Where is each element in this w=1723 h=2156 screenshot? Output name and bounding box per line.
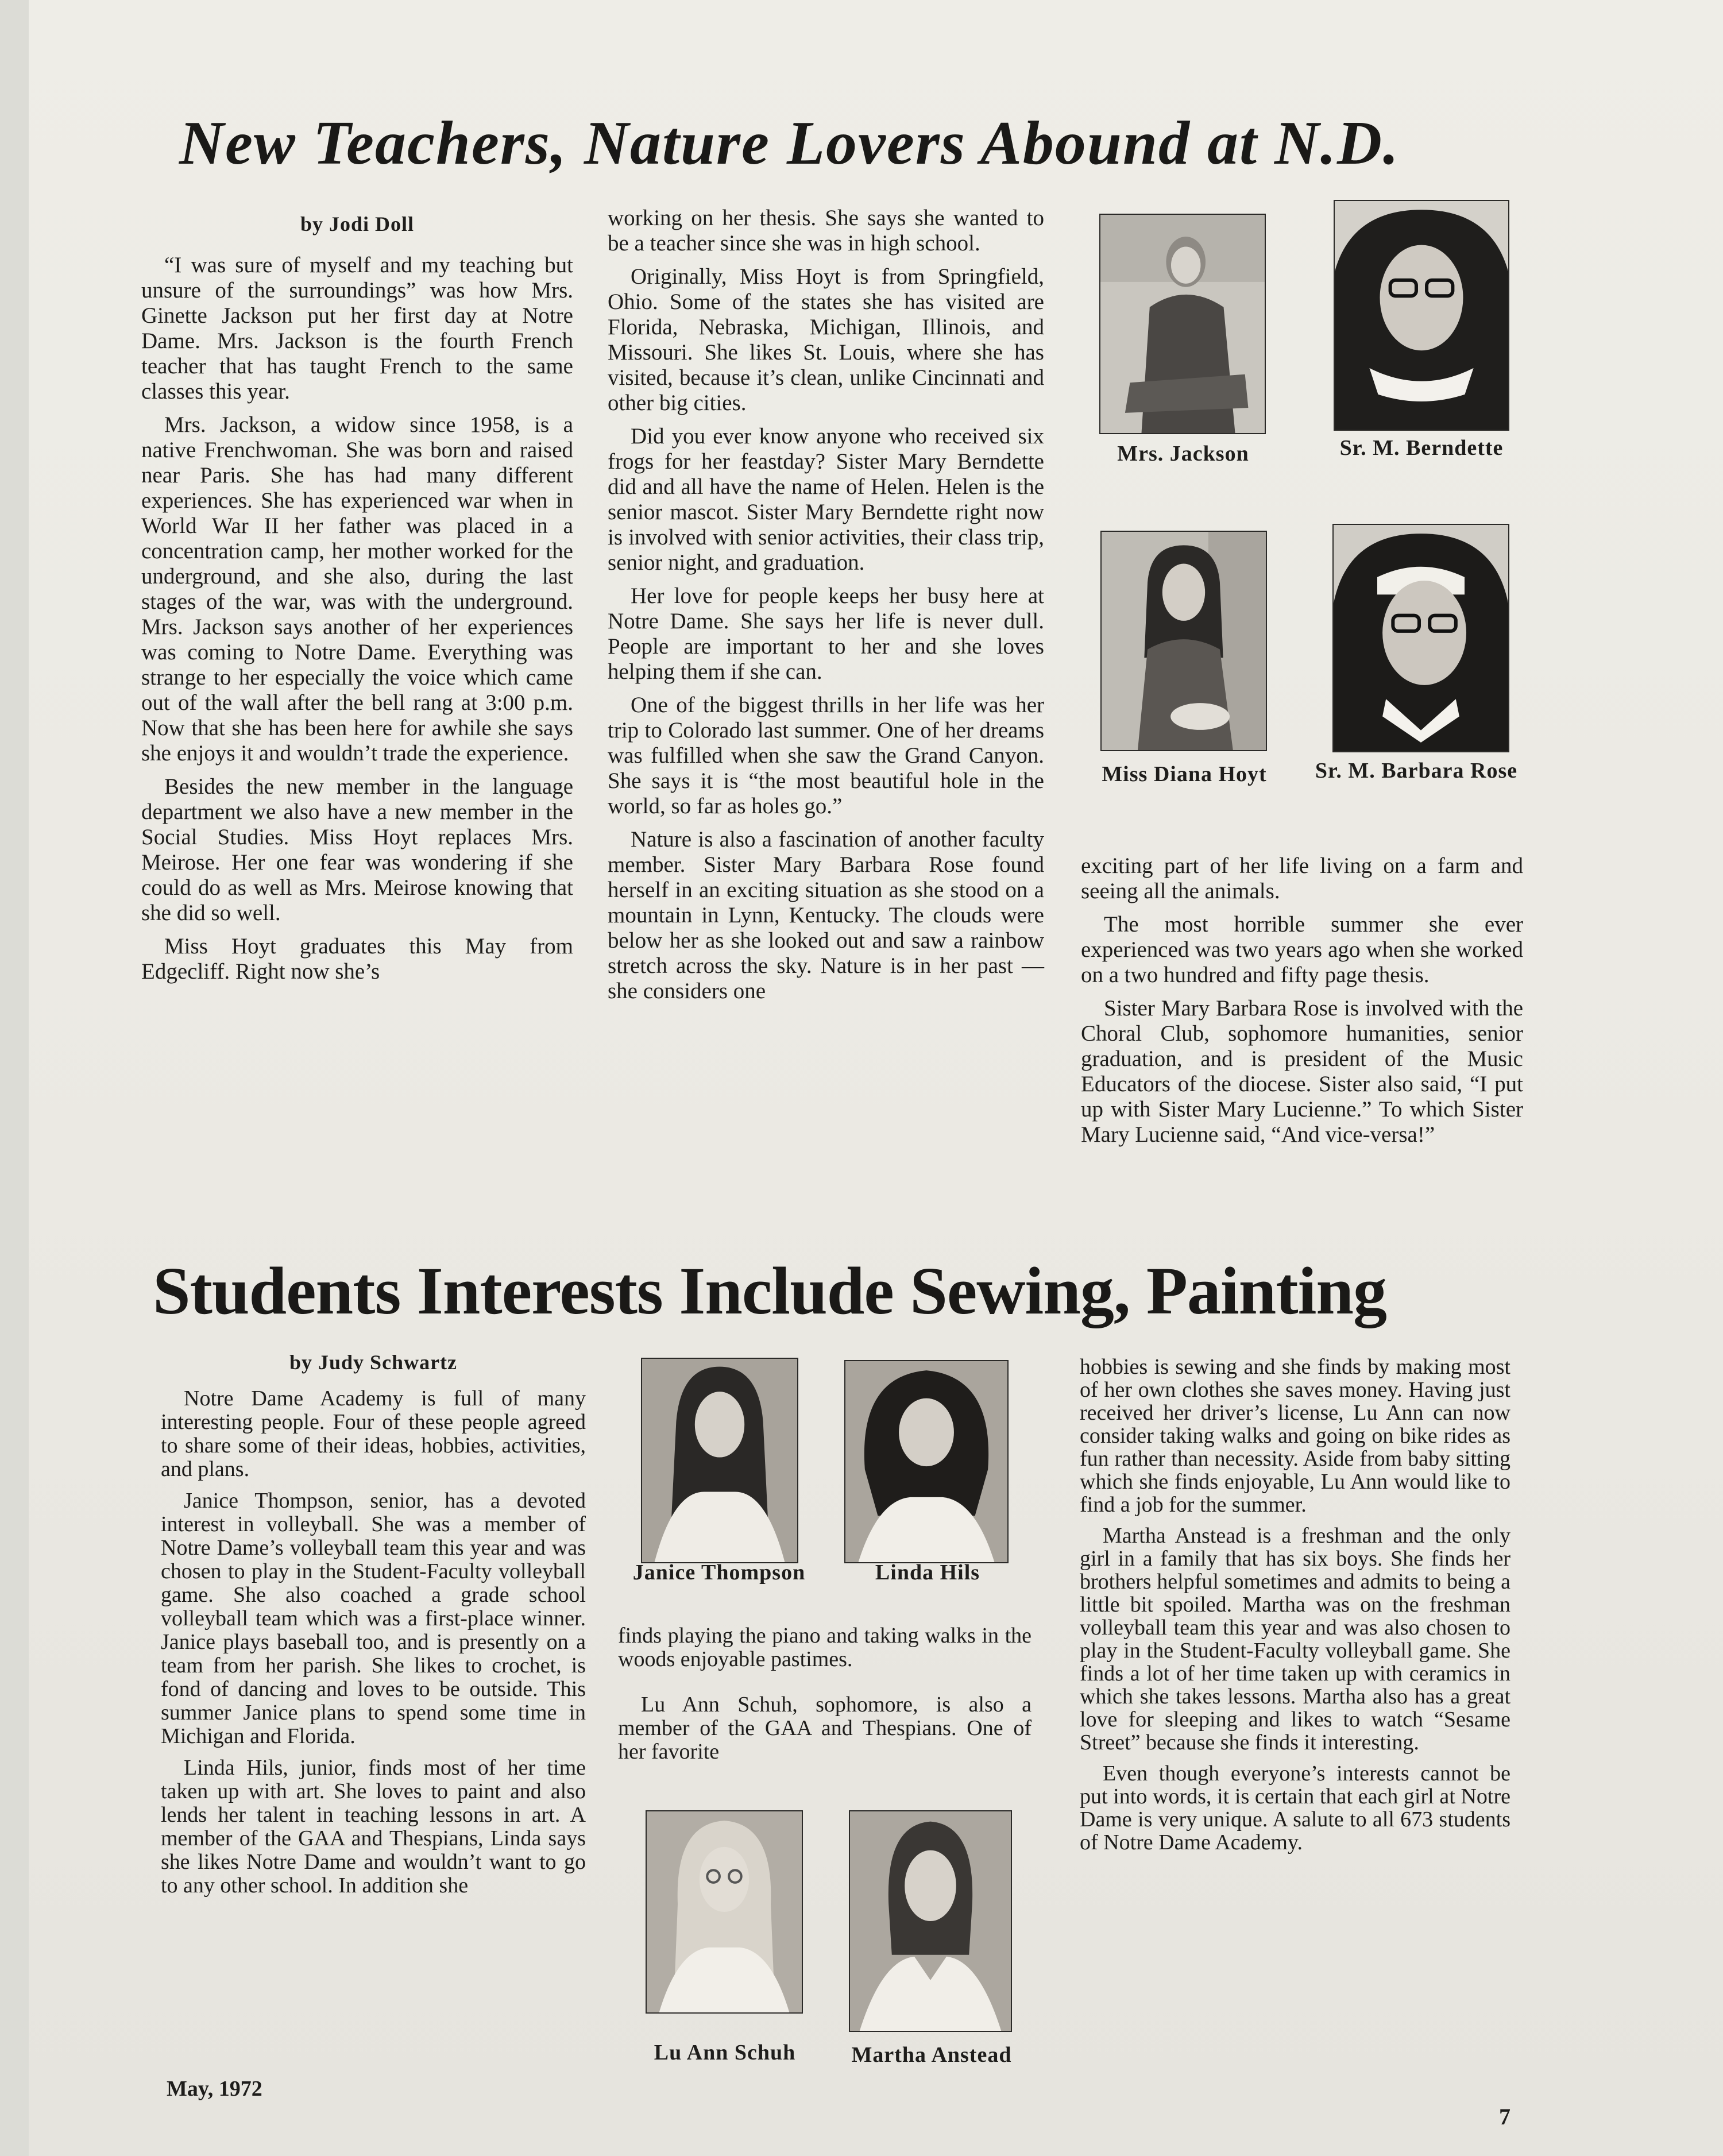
paragraph: Even though everyone’s interests cannot be put into words, it is certain that each girl at Notre Dame is very unique. A salute to all 673 students of Notre Dame Academy. — [1080, 1761, 1510, 1854]
paragraph: Mrs. Jackson, a widow since 1958, is a native Frenchwoman. She was born and raised near Paris. She has had many different experiences. She has experienced war when in World War II her father was placed in a concentration camp, her mother worked for the underground, and she also, during the last stages of the war, was with the underground. Mrs. Jackson says another of her experiences was coming to Notre Dame. Everything was strange to her especially the voice which came out of the wall after the bell rang at 3:00 p.m. Now that she has been here for awhile she says she enjoys it and wouldn’t trade the experience. — [141, 412, 573, 766]
caption-miss-hoyt: Miss Diana Hoyt — [1102, 762, 1267, 786]
caption-linda-hils: Linda Hils — [875, 1560, 980, 1585]
paragraph: Lu Ann Schuh, sophomore, is also a member of the GAA and Thespians. One of her favorite — [618, 1693, 1032, 1764]
article2-column-3 — [1080, 1355, 1510, 1862]
paragraph: Sister Mary Barbara Rose is involved with the Choral Club, sophomore humanities, senior graduation, and is president of the Music Educators of the diocese. Sister also said, “I put up with Sister Mary Lucienne.” To which Sister Mary Lucienne said, “And vice-versa!” — [1081, 996, 1523, 1147]
magazine-page — [29, 0, 1723, 2156]
paragraph: Janice Thompson, senior, has a devoted interest in volleyball. She was a member of Notre Dame’s volleyball team this year and was chosen to play in the Student-Faculty volleyball game. She also coached a grade school volleyball team which was a first-place winner. Janice plays baseball too, and is presently on a team from her parish. She likes to crochet, is fond of dancing and loves to be outside. This summer Janice plans to spend some time in Michigan and Florida. — [161, 1489, 586, 1748]
paragraph: The most horrible summer she ever experienced was two years ago when she worked on a two hundred and fifty page thesis. — [1081, 912, 1523, 987]
caption-lu-ann-schuh: Lu Ann Schuh — [654, 2041, 796, 2065]
paragraph: “I was sure of myself and my teaching but unsure of the surroundings” was how Mrs. Ginette Jackson put her first day at Notre Dame. Mrs. Jackson is the fourth French teacher that has taught French to the same classes this year. — [141, 253, 573, 404]
paragraph: Originally, Miss Hoyt is from Springfield, Ohio. Some of the states she has visited are Florida, Nebraska, Michigan, Illinois, and Missouri. She likes St. Louis, where she has visited, because it’s clean, unlike Cincinnati and other big cities. — [608, 264, 1044, 415]
article2-column-2 — [618, 1624, 1032, 1772]
article-headline-students: Students Interests Include Sewing, Painting — [153, 1253, 1387, 1328]
paragraph: Nature is also a fascination of another faculty member. Sister Mary Barbara Rose found herself in an exciting situation as she stood on a mountain in Lynn, Kentucky. The clouds were below her as she looked out and saw a rainbow stretch across the sky. Nature is in her past — she considers one — [608, 827, 1044, 1003]
paragraph: Miss Hoyt graduates this May from Edgecliff. Right now she’s — [141, 934, 573, 984]
article2-column-1 — [161, 1351, 586, 1906]
article2-byline: by Judy Schwartz — [289, 1351, 458, 1374]
paragraph: hobbies is sewing and she finds by making most of her own clothes she saves money. Having just received her driver’s license, Lu Ann can now consider taking walks and going on bike rides as fun rather than necessity. Aside from baby sitting which she finds enjoyable, Lu Ann would like to find a job for the summer. — [1080, 1355, 1510, 1517]
article1-column-3 — [1081, 853, 1523, 1156]
paragraph: Her love for people keeps her busy here at Notre Dame. She says her life is never dull. People are important to her and she loves helping them if she can. — [608, 584, 1044, 684]
paragraph: One of the biggest thrills in her life was her trip to Colorado last summer. One of her dreams was fulfilled when she saw the Grand Canyon. She says it is “the most beautiful hole in the world, so far as holes go.” — [608, 693, 1044, 818]
issue-date: May, 1972 — [167, 2077, 262, 2101]
photo-mrs-jackson — [1099, 214, 1266, 434]
paragraph: Did you ever know anyone who received six frogs for her feastday? Sister Mary Berndette did and all have the name of Helen. Helen is the senior mascot. Sister Mary Berndette right now is involved with senior activities, their class trip, senior night, and graduation. — [608, 424, 1044, 575]
paragraph: exciting part of her life living on a farm and seeing all the animals. — [1081, 853, 1523, 903]
photo-miss-hoyt — [1100, 531, 1267, 751]
caption-martha-anstead: Martha Anstead — [851, 2043, 1012, 2067]
caption-sr-berndette: Sr. M. Berndette — [1339, 436, 1504, 460]
paragraph: Besides the new member in the language department we also have a new member in the Social Studies. Miss Hoyt replaces Mrs. Meirose. Her one fear was wondering if she could do as well as Mrs. Meirose knowing that she did so well. — [141, 774, 573, 925]
paragraph: finds playing the piano and taking walks in the woods enjoyable pastimes. — [618, 1624, 1032, 1671]
article1-byline: by Jodi Doll — [300, 212, 415, 235]
caption-sr-barbara-rose: Sr. M. Barbara Rose — [1315, 759, 1518, 783]
paragraph: Linda Hils, junior, finds most of her time taken up with art. She loves to paint and also lends her talent in teaching lessons in art. A member of the GAA and Thespians, Linda says she likes Notre Dame and wouldn’t want to go to any other school. In addition she — [161, 1756, 586, 1898]
photo-martha-anstead — [849, 1810, 1012, 2032]
photo-lu-ann-schuh — [646, 1810, 803, 2014]
caption-mrs-jackson: Mrs. Jackson — [1117, 442, 1249, 466]
article1-column-1 — [141, 211, 573, 992]
page-number: 7 — [1499, 2104, 1510, 2130]
paragraph: working on her thesis. She says she wanted to be a teacher since she was in high school. — [608, 206, 1044, 256]
article-headline-teachers: New Teachers, Nature Lovers Abound at N.D. — [179, 109, 1400, 177]
photo-linda-hils — [844, 1360, 1009, 1563]
photo-sr-berndette — [1334, 200, 1509, 431]
paragraph: Martha Anstead is a freshman and the only girl in a family that has six boys. She finds her brothers helpful sometimes and admits to being a little bit spoiled. Martha was on the freshman volleyball team this year and was also chosen to play in the Student-Faculty volleyball game. She finds a lot of her time taken up with ceramics in which she takes lessons. Martha also has a great love for sleeping and likes to watch “Sesame Street” because she finds it interesting. — [1080, 1524, 1510, 1755]
paragraph: Notre Dame Academy is full of many interesting people. Four of these people agreed to share some of their ideas, hobbies, activities, and plans. — [161, 1386, 586, 1481]
photo-sr-barbara-rose — [1332, 524, 1509, 752]
photo-janice-thompson — [641, 1358, 798, 1563]
caption-janice-thompson: Janice Thompson — [632, 1560, 806, 1585]
article1-column-2 — [608, 206, 1044, 1012]
